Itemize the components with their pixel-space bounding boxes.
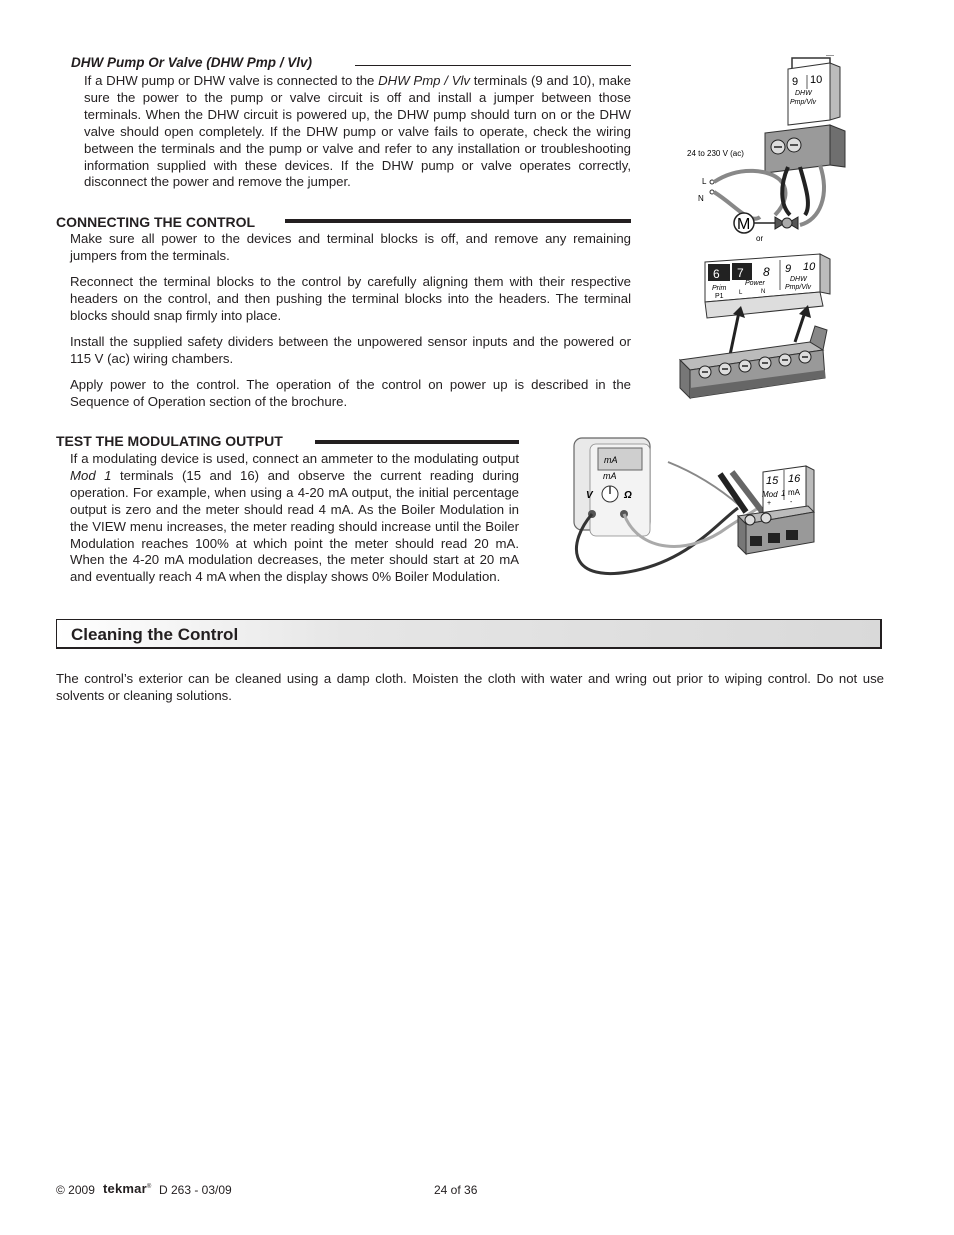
fig2-dhw-label: DHW xyxy=(790,276,807,283)
meter-minus-label: - xyxy=(790,499,793,506)
modulating-heading: TEST THE MODULATING OUTPUT xyxy=(56,433,283,449)
dhw-paragraph-text-a: If a DHW pump or DHW valve is connected to the xyxy=(84,73,379,88)
fig1-pmpvlv-label: Pmp/Vlv xyxy=(790,99,817,106)
footer-brand-logo xyxy=(103,1181,151,1196)
footer-page-number xyxy=(434,1183,477,1197)
fig1-or-label: or xyxy=(756,234,764,243)
modulating-paragraph-text-b: terminals (15 and 16) and observe the current reading during operation. For example, when using a 4-20 mA output, the initial percentage output is zero and the meter should read 4 mA. As the Boiler Modulation in the VIEW menu increases, the meter reading should increase until the Boiler Modulation reaches 100% at which point the meter should read 20 mA. When the 4-20 mA modulation decreases, the meter should start at 20 mA and eventually reach 4 mA when the display shows 0% Boiler Modulation. xyxy=(70,467,519,585)
footer-doc-text: D 263 - 03/09 xyxy=(159,1183,232,1197)
connecting-heading-rule xyxy=(285,219,631,223)
cleaning-heading: Cleaning the Control xyxy=(71,625,239,644)
fig2-l-label: L xyxy=(739,290,743,296)
registered-mark: ® xyxy=(146,1184,152,1190)
fig1-terminal-10: 10 xyxy=(810,74,823,86)
dhw-paragraph xyxy=(84,73,631,191)
footer-page-text: 24 of 36 xyxy=(434,1183,478,1197)
dhw-terminal-name: DHW Pmp / Vlv xyxy=(378,73,471,88)
meter-terminal-16: 16 xyxy=(788,473,801,485)
modulating-paragraph xyxy=(70,451,519,586)
footer-copyright xyxy=(56,1183,95,1197)
footer-copyright-text: © 2009 xyxy=(56,1183,95,1197)
fig2-terminal-10: 10 xyxy=(803,261,816,273)
connecting-paragraph-4: Apply power to the control. The operation of the control on power up is described in the Sequence of Operation section of the brochure. xyxy=(70,377,631,409)
dhw-wiring-figure xyxy=(680,55,850,250)
fig1-terminal-9: 9 xyxy=(792,76,799,88)
connecting-paragraph-1: Make sure all power to the devices and terminal blocks is off, and remove any remaining jumpers from the terminals. xyxy=(70,231,631,263)
footer-doc-number xyxy=(159,1183,232,1197)
fig2-terminal-6: 6 xyxy=(713,267,720,281)
fig2-power-label: Power xyxy=(745,280,765,287)
mod-terminal-name: Mod 1 xyxy=(70,467,112,483)
cleaning-paragraph: The control’s exterior can be cleaned using a damp cloth. Moisten the cloth with water and wring out prior to wiping control. Do not use solvents or cleaning solutions. xyxy=(56,671,884,703)
connecting-figure xyxy=(675,250,835,405)
fig1-voltage-label: 24 to 230 V (ac) xyxy=(687,149,744,158)
fig1-n-label: N xyxy=(698,194,704,203)
fig2-terminal-9: 9 xyxy=(785,263,792,275)
meter-v-label: V xyxy=(586,490,593,501)
meter-ma-label: mA xyxy=(788,488,800,497)
fig1-dhw-label: DHW xyxy=(795,90,812,97)
cleaning-section-bar xyxy=(56,619,882,649)
dhw-heading: DHW Pump Or Valve (DHW Pmp / Vlv) xyxy=(71,55,313,70)
brand-wordmark: tekmar xyxy=(103,1181,147,1196)
ammeter-figure xyxy=(568,432,818,582)
fig2-p1-label: P1 xyxy=(715,293,724,300)
fig1-motor-symbol: M xyxy=(737,216,751,233)
meter-mode-label: mA xyxy=(603,471,617,481)
dhw-paragraph-text-b: terminals (9 and 10), make sure the power to the pump or valve circuit is off and install a jumper between those terminals. When the DHW circuit is powered up, the DHW pump should turn on or the DHW valve should open completely. If the DHW pump or valve fails to operate, check the wiring between the terminals and the pump or valve and refer to any installation or troubleshooting information supplied with these devices. If the DHW pump or valve operates correctly, disconnect the power and remove the jumper. xyxy=(84,73,631,190)
meter-terminal-15: 15 xyxy=(766,475,779,487)
meter-mod-label: Mod xyxy=(762,490,778,499)
fig2-prim-label: Prim xyxy=(712,285,727,292)
connecting-heading: CONNECTING THE CONTROL xyxy=(56,214,256,230)
connecting-paragraph-3: Install the supplied safety dividers between the unpowered sensor inputs and the powered or 115 V (ac) wiring chambers. xyxy=(70,334,631,366)
fig2-terminal-8: 8 xyxy=(763,265,770,279)
meter-mod-number: 1 xyxy=(781,489,786,498)
modulating-heading-rule xyxy=(315,440,519,444)
dhw-heading-rule xyxy=(355,65,631,66)
meter-plus-label: + xyxy=(767,500,772,507)
fig2-terminal-7: 7 xyxy=(737,266,744,280)
meter-ohm-label: Ω xyxy=(624,490,632,501)
connecting-paragraph-2: Reconnect the terminal blocks to the control by carefully aligning them with their respective headers on the control, and then pushing the terminal blocks into the headers. The terminal blocks should snap firmly into place. xyxy=(70,274,631,323)
fig2-n-label: N xyxy=(761,289,766,295)
meter-display-unit: mA xyxy=(604,455,618,465)
fig2-pmpvlv-label: Pmp/Vlv xyxy=(785,284,812,291)
fig1-l-label: L xyxy=(702,177,707,186)
modulating-paragraph-text-a: If a modulating device is used, connect an ammeter to the modulating output xyxy=(70,451,519,466)
